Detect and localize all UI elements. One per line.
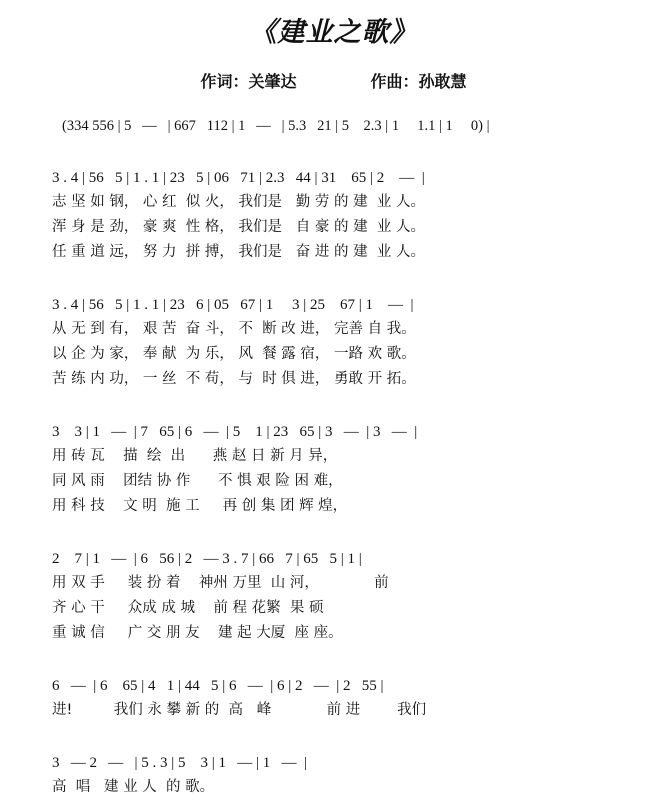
lyric-line: 浑 身 是 劲， 豪 爽 性 格， 我们是 自 豪 的 建 业 人。 [52,219,425,235]
lyric-line: 进! 我们 永 攀 新 的 高 峰 前 进 我们 [52,702,427,718]
composer-label: 作曲：孙敢慧 [370,72,467,91]
notation-line: 6 — | 6 65 | 4 1 | 44 5 | 6 — | 6 | 2 — | 2 55 | [52,678,384,694]
notation-line: 3 3 | 1 — | 7 65 | 6 — | 5 1 | 23 65 | 3 — | 3 — | [52,424,418,440]
credits [0,69,667,92]
lyric-line: 从 无 到 有， 艰 苦 奋 斗， 不 断 改 进， 完善 自 我。 [52,321,416,337]
song-sheet [0,10,667,795]
intro-notation: (334 556 | 5 — | 667 112 | 1 — | 5.3 21 | 5 2.3 | 1 1.1 | 1 0) | [62,118,490,134]
notation-line: 3 . 4 | 56 5 | 1 . 1 | 23 6 | 05 67 | 1 3 | 25 67 | 1 — | [52,297,414,313]
music-system-1 [0,168,667,265]
lyricist-label: 作词：关肇达 [200,72,297,91]
lyric-line: 同 风 雨 团结 协 作 不 惧 艰 险 困 难， [52,473,343,489]
notation-line: 3 — 2 — | 5 . 3 | 5 3 | 1 — | 1 — | [52,755,308,771]
music-system-6 [0,753,667,800]
music-system-3 [0,422,667,519]
lyric-line: 苦 练 内 功， 一 丝 不 苟， 与 时 俱 进， 勇敢 开 拓。 [52,371,416,387]
lyric-line: 用 砖 瓦 描 绘 出 燕 赵 日 新 月 异， [52,448,338,464]
page-title: 《建业之歌》 [249,17,418,48]
lyric-line: 任 重 道 远， 努 力 拼 搏， 我们是 奋 进 的 建 业 人。 [52,244,425,260]
lyric-line: 重 诚 信 广 交 朋 友 建 起 大厦 座 座。 [52,625,343,641]
lyric-line: 志 坚 如 钢， 心 红 似 火， 我们是 勤 劳 的 建 业 人。 [52,194,425,210]
lyric-line: 高 唱 建 业 人 的 歌。 [52,779,215,795]
music-system-2 [0,295,667,392]
notation-line: 3 . 4 | 56 5 | 1 . 1 | 23 5 | 06 71 | 2.3 44 | 31 65 | 2 — | [52,170,425,186]
music-system-4 [0,549,667,646]
notation-line: 2 7 | 1 — | 6 56 | 2 — 3 . 7 | 66 7 | 65 5 | 1 | [52,551,362,567]
lyric-line: 用 科 技 文 明 施 工 再 创 集 团 辉 煌， [52,498,348,514]
lyric-line: 以 企 为 家， 奉 献 为 乐， 风 餐 露 宿， 一路 欢 歌。 [52,346,416,362]
lyric-line: 齐 心 干 众成 成 城 前 程 花繁 果 硕 [52,600,324,616]
lyric-line: 用 双 手 装 扮 着 神州 万里 山 河， 前 [52,575,389,591]
music-system-5 [0,676,667,723]
